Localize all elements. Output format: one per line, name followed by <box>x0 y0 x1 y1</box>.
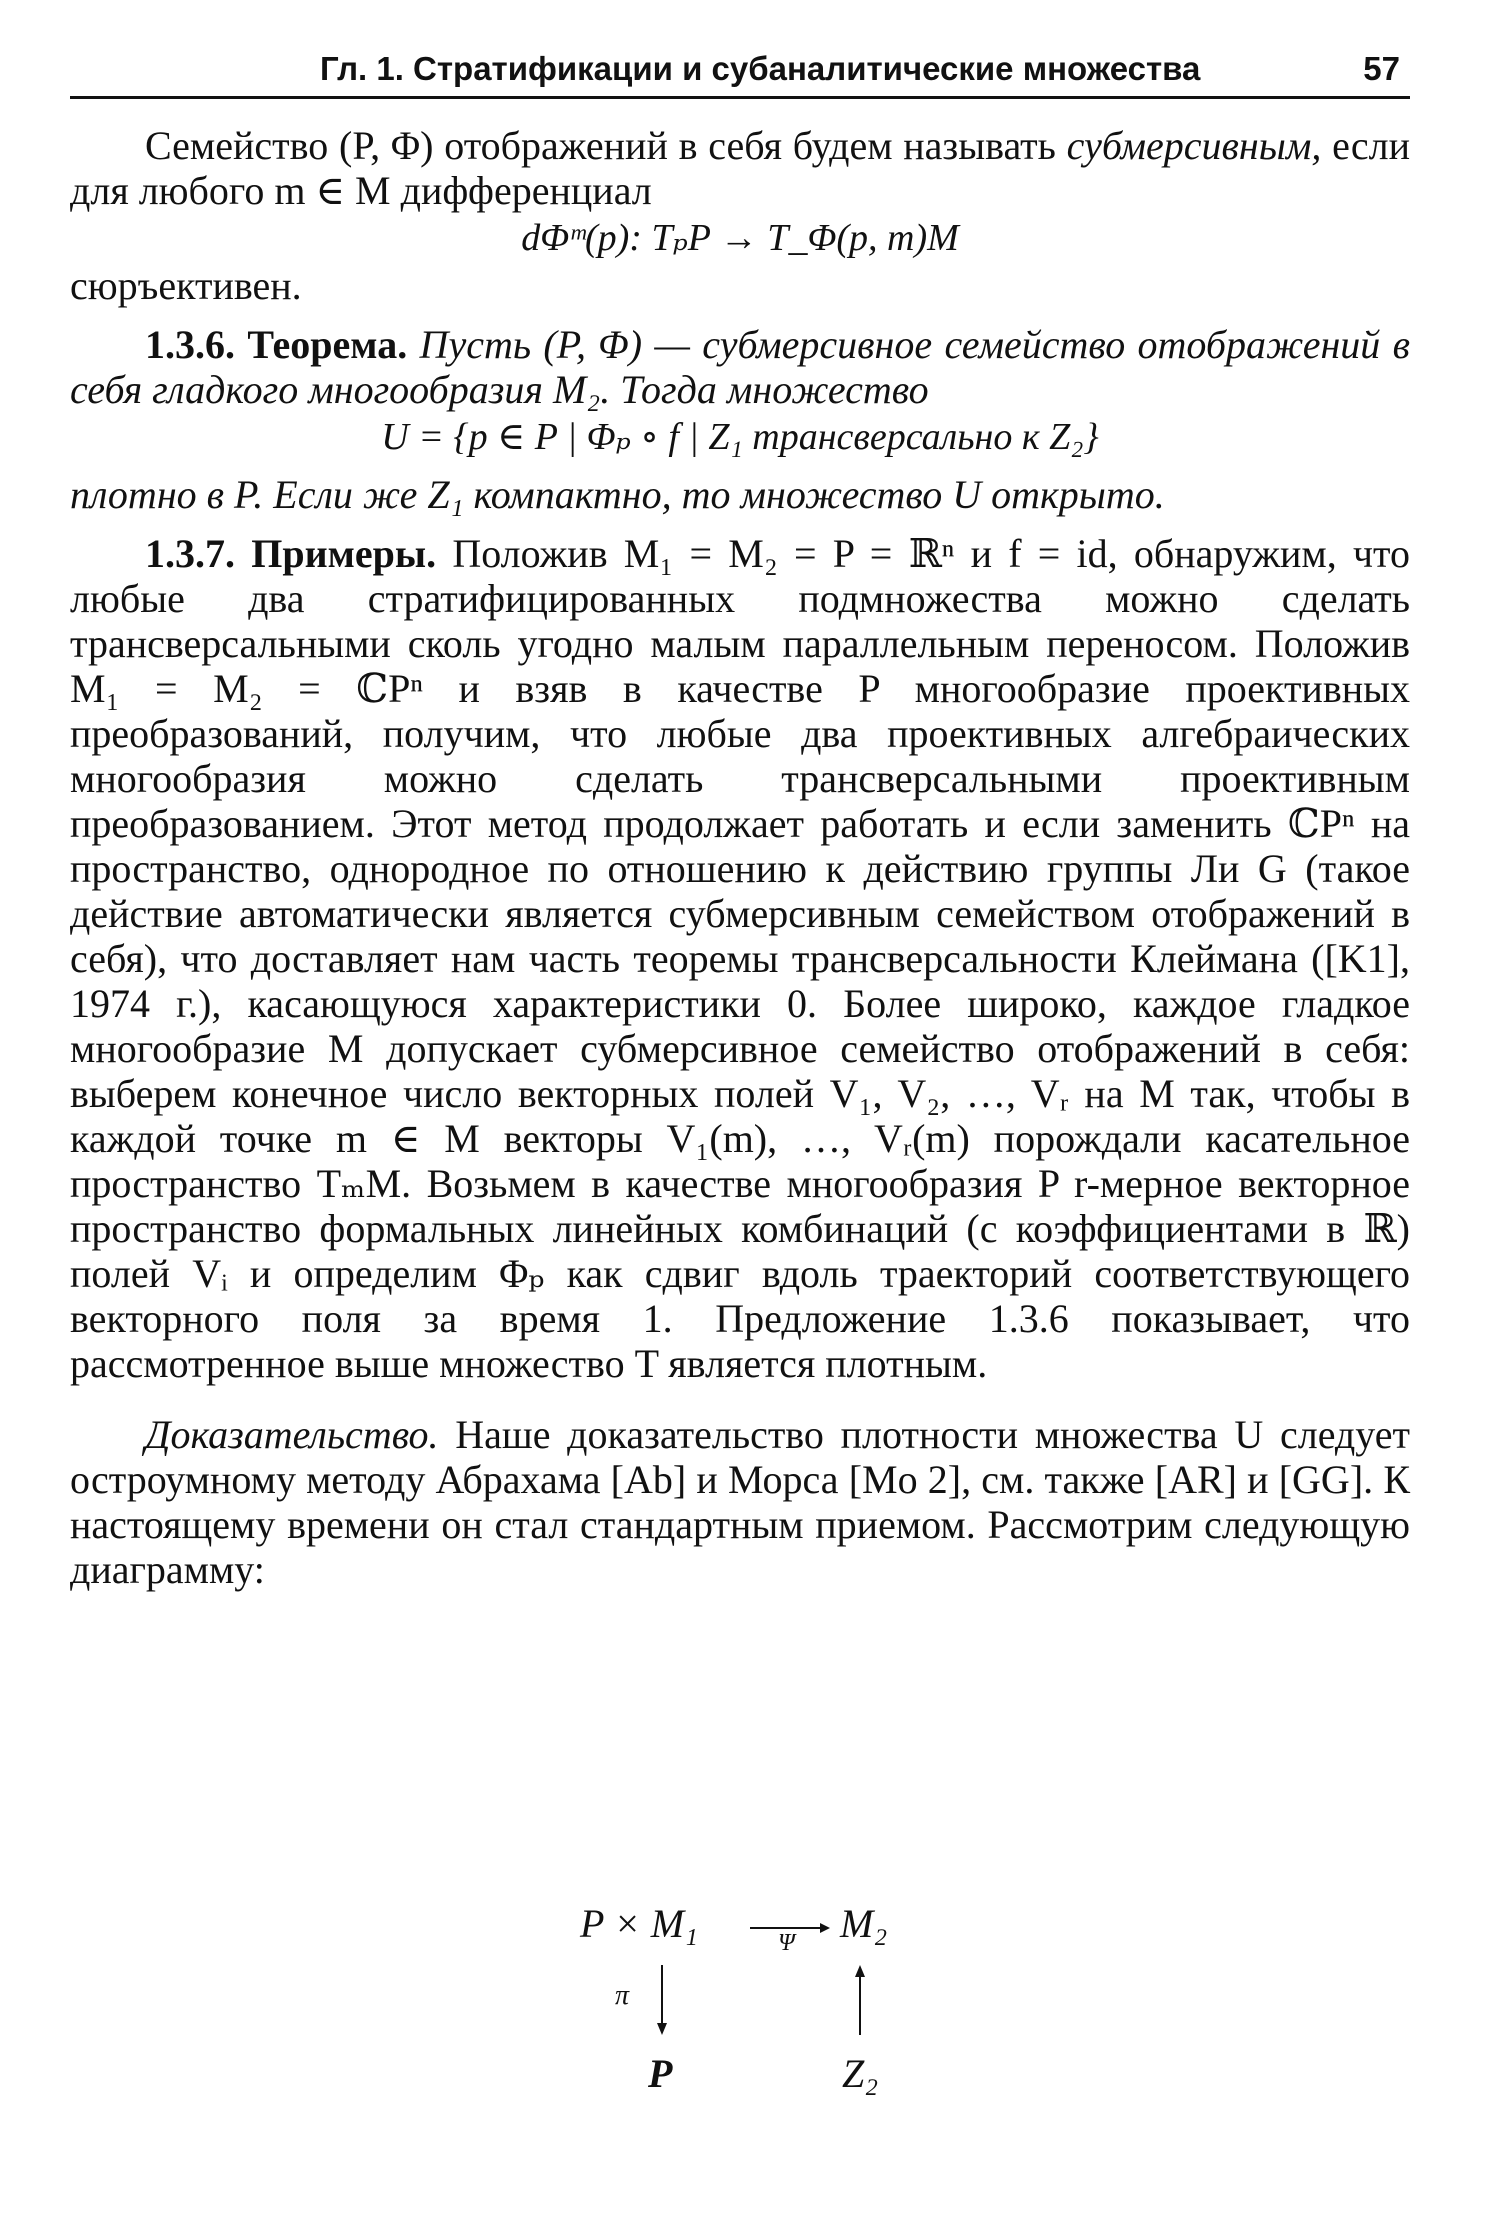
page <box>70 50 1410 1592</box>
commutative-diagram <box>560 1900 920 2160</box>
formula-set-u: U = {p ∈ P | Φₚ ∘ f | Z₁ трансверсально к Z₂} <box>381 416 1099 458</box>
theorem-label: 1.3.6. Теорема. <box>145 322 408 367</box>
running-header <box>70 50 1410 99</box>
definition-term: субмерсивным, <box>1066 123 1322 168</box>
formula-differential: dΦᵐ(p): TₚP → T_Φ(p, m)M <box>521 217 959 259</box>
theorem-text-2: плотно в P. Если же Z₁ компактно, то множество U открыто. <box>70 472 1165 517</box>
diagram-bottom-left: P <box>648 2051 673 2096</box>
diagram-top-right: M₂ <box>840 1901 888 1946</box>
header-title: Гл. 1. Стратификации и субаналитические множества <box>320 50 1201 87</box>
diagram-psi-label: Ψ <box>778 1930 795 1956</box>
diagram-bottom-right: Z₂ <box>842 2051 879 2096</box>
theorem-1-3-6 <box>70 322 1410 412</box>
paragraph-definition <box>70 123 1410 213</box>
diagram-top-left: P × M₁ <box>580 1901 698 1946</box>
arrow-down-icon <box>652 1965 672 2035</box>
proof-label: Доказательство. <box>145 1412 439 1457</box>
proof-paragraph <box>70 1412 1410 1592</box>
examples-1-3-7 <box>70 531 1410 1386</box>
definition-text-a: Семейство (P, Φ) отображений в себя будем называть <box>145 123 1067 168</box>
proof-text: Наше доказательство плотности множества U следует остроумному методу Абрахама [Ab] и Морса [Mo 2], см. также [AR] и [GG]. К настоящему времени он стал стандартным приемом. Рассмотрим следующую диаграмму: <box>70 1412 1410 1592</box>
examples-text: Положив M₁ = M₂ = P = ℝⁿ и f = id, обнаружим, что любые два стратифицированных подмножества можно сделать трансверсальными сколь угодно малым параллельным переносом. Положив M₁ = M₂ = ℂPⁿ и взяв в качестве P многообразие проективных преобразований, получим, что любые два проективных алгебраических многообразия можно сделать трансверсальными проективным преобразованием. Этот метод продолжает работать и если заменить ℂPⁿ на пространство, однородное по отношению к действию группы Ли G (такое действие автоматически является субмерсивным семейством отображений в себя), что доставляет нам часть теоремы трансверсальности Клеймана ([K1], 1974 г.), касающуюся характеристики 0. Более широко, каждое гладкое многообразие M допускает субмерсивное семейство отображений в себя: выберем конечное число векторных полей V₁, V₂, …, Vᵣ на M так, чтобы в каждой точке m ∈ M векторы V₁(m), …, Vᵣ(m) порождали касательное пространство TₘM. Возьмем в качестве многообразия P r-мерное векторное пространство формальных линейных комбинаций (с коэффициентами в ℝ) полей Vᵢ и определим Φₚ как сдвиг вдоль траекторий соответствующего векторного поля за время 1. Предложение 1.3.6 показывает, что рассмотренное выше множество T является плотным. <box>70 531 1410 1386</box>
definition-text-b: если для любого m ∈ M дифференциал <box>70 123 1410 213</box>
diagram-pi-label: π <box>615 1980 630 2011</box>
page-number: 57 <box>1363 50 1400 87</box>
definition-end: сюръективен. <box>70 263 302 308</box>
examples-label: 1.3.7. Примеры. <box>145 531 437 576</box>
theorem-text-1: Пусть (P, Φ) — субмерсивное семейство отображений в себя гладкого многообразия M₂. Тогда множество <box>70 322 1410 412</box>
arrow-up-icon <box>850 1965 870 2035</box>
